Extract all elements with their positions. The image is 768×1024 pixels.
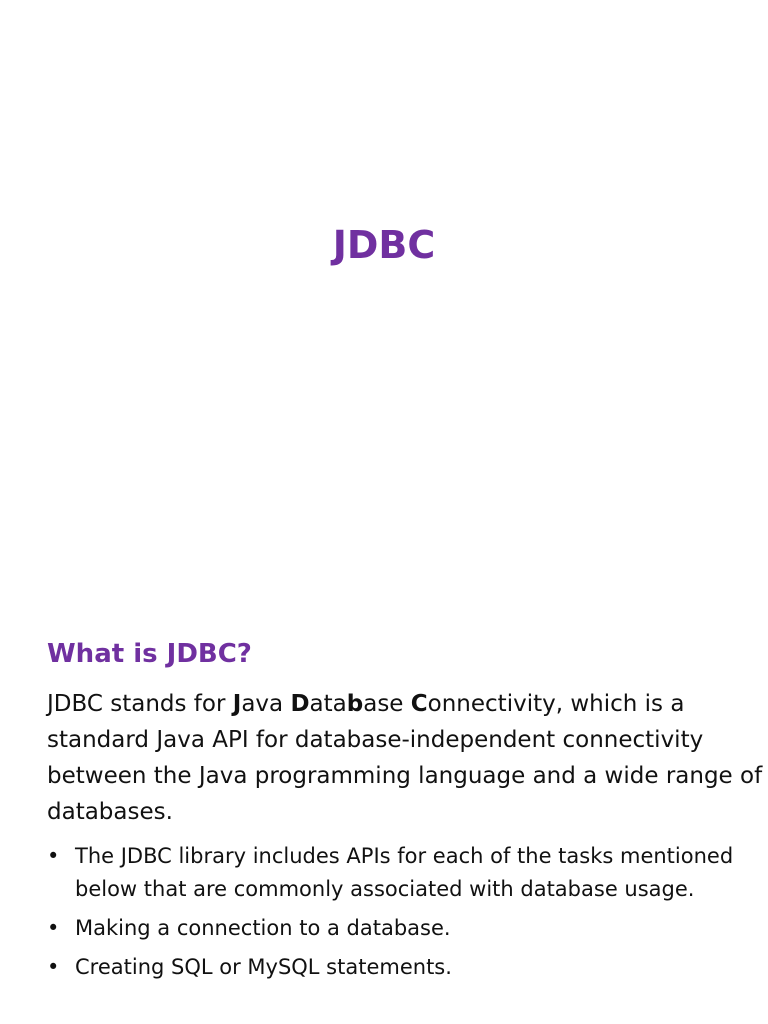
list-item bbox=[47, 912, 747, 945]
bullet-icon: • bbox=[47, 844, 60, 868]
list-item bbox=[47, 840, 747, 906]
bullet-list bbox=[47, 840, 747, 990]
intro-java-rest: ava bbox=[241, 691, 291, 717]
list-item-text: Creating SQL or MySQL statements. bbox=[75, 955, 452, 979]
slide-title: JDBC bbox=[332, 223, 436, 267]
section-heading: What is JDBC? bbox=[47, 639, 252, 669]
acronym-b: b bbox=[346, 691, 364, 717]
intro-base-rest: ase bbox=[363, 691, 411, 717]
acronym-c: C bbox=[410, 691, 428, 717]
list-item bbox=[47, 951, 747, 984]
list-item-text: Making a connection to a database. bbox=[75, 916, 451, 940]
bullet-icon: • bbox=[47, 916, 60, 940]
intro-lead: JDBC stands for bbox=[47, 691, 233, 717]
acronym-j: J bbox=[232, 691, 242, 717]
list-item-text: The JDBC library includes APIs for each of the tasks mentioned below that are commonly associated with database usage. bbox=[75, 844, 734, 901]
bullet-icon: • bbox=[47, 955, 60, 979]
acronym-d: D bbox=[290, 691, 310, 717]
intro-paragraph bbox=[47, 686, 763, 830]
intro-data-part: ata bbox=[309, 691, 347, 717]
intro-rest: onnectivity, which is a standard Java API for database-independent connectivity between the Java programming language and a wide range of databases. bbox=[47, 691, 763, 825]
